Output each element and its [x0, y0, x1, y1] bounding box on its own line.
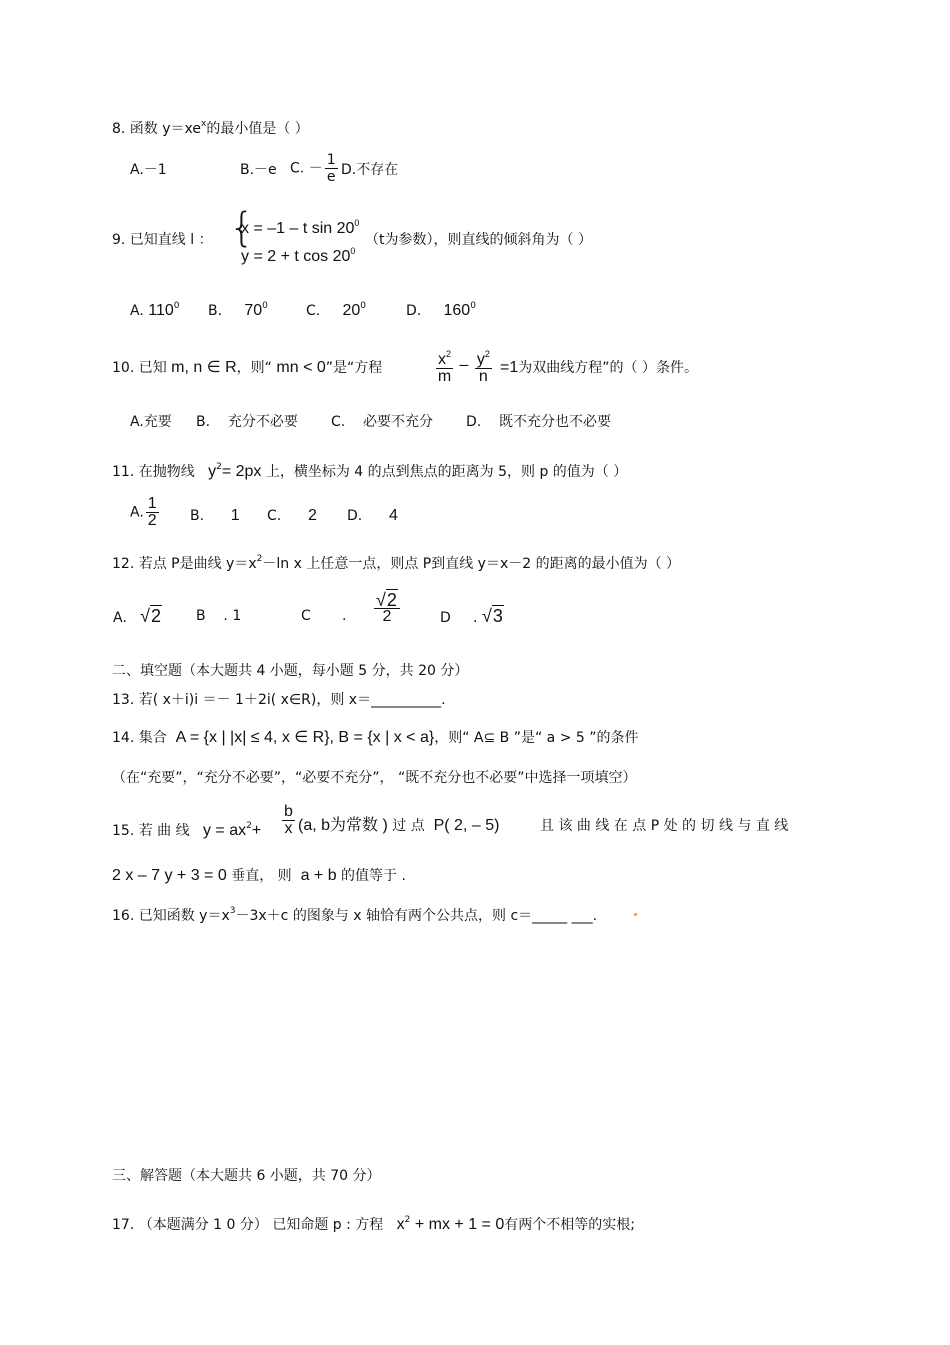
question-11-option-d: D. 4 [347, 507, 398, 524]
question-10-hyperbola: $\frac{x^2}{m}$ – $\frac{y^2}{n}$ [434, 346, 494, 385]
question-14-stem: 14. 集合 A = {x | |x| ≤ 4, x ∈ R}, B = {x | x < a}，则“ A⊆ B ”是“ a > 5 ”的条件 [112, 729, 639, 746]
question-8-option-d: D.不存在 [341, 162, 399, 178]
mark-dot-icon [634, 913, 637, 916]
question-9-option-a: A. $110^0$ [130, 301, 180, 319]
question-9-stem: 9. 已知直线 l ： [112, 232, 213, 248]
question-15-middle: (a, b为常数 ) 过 点 P( 2, – 5) [298, 817, 500, 834]
question-13: 13. 若( x＋i)i ＝－ 1＋2i( x∈R)，则 x＝__________. [112, 692, 446, 708]
question-16: 16. 已知函数 $y=x^3-3x+c$ 的图象与 x 轴恰有两个公共点，则 c＝_____ ___. [112, 906, 598, 924]
question-15-tail: 且 该 曲 线 在 点 P 处 的 切 线 与 直 线 [540, 818, 789, 834]
question-14-note: （在“充要”，“充分不必要”，“必要不充分”， “既不充分也不必要”中选择一项填空） [112, 770, 637, 786]
question-10-option-c: C. 必要不充分 [331, 414, 434, 430]
question-9-option-d: D. $160^0$ [406, 301, 476, 319]
question-8-stem: 8. 函数 $y=xe^x$的最小值是（ ） [112, 119, 309, 137]
question-9-option-b: B. $70^0$ [208, 301, 268, 319]
question-15-line2: 2 x – 7 y + 3 = 0 垂直， 则 a + b 的值等于 . [112, 867, 406, 884]
question-9-param: （t为参数），则直线的倾斜角为（ ） [365, 232, 592, 248]
question-10-option-a: A.充要 [130, 414, 172, 430]
question-11-option-b: B. 1 [190, 507, 240, 524]
question-15-fraction: $\frac{b}{x}$ [284, 803, 293, 837]
question-10-stem: 10. 已知 m, n ∈ R，则“ mn < 0”是“方程 [112, 359, 383, 376]
question-12-stem: 12. 若点 P是曲线 $y=x^2-\ln$ x 上任意一点，则点 P到直线 y＝x－2 的距离的最小值为（ ） [112, 554, 681, 572]
question-9-equation-system: { x = –1 – t $\sin 20^0$ y = 2 + t $\cos 20^0$ [229, 205, 360, 265]
question-8-option-c: C. － $\frac{1}{e}$ [290, 152, 336, 185]
question-12-option-c: C . [301, 608, 347, 624]
question-11-option-c: C. 2 [267, 507, 317, 524]
section-2-heading: 二、填空题（本大题共 4 小题，每小题 5 分，共 20 分） [112, 663, 469, 679]
section-3-heading: 三、解答题（本大题共 6 小题，共 70 分） [112, 1168, 381, 1184]
question-9-option-c: C. $20^0$ [306, 301, 367, 319]
question-17: 17. （本题满分 1 0 分） 已知命题 p : 方程 $x^2$ + mx + 1 = 0有两个不相等的实根; [112, 1215, 635, 1233]
question-11-stem: 11. 在抛物线 $y^2= 2px$ 上，横坐标为 4 的点到焦点的距离为 5，则 p 的值为（ ） [112, 462, 628, 480]
question-12-option-b: B . 1 [196, 608, 242, 624]
question-12-option-c-value: $\frac{√2}{2}$ [372, 592, 402, 625]
question-10-tail: =1为双曲线方程”的（ ）条件。 [500, 359, 698, 376]
question-12-option-d: D . √3 [440, 606, 503, 626]
question-8-option-b: B.－e [240, 162, 277, 178]
question-8-option-a: A.－1 [130, 162, 167, 178]
left-brace-icon: { [229, 205, 255, 251]
question-11-option-a: A. $\frac{1}{2}$ [130, 495, 157, 529]
question-12-option-a: A. √2 [113, 606, 162, 626]
question-15-stem: 15. 若 曲 线 $y = ax^2+$ [112, 821, 262, 839]
question-10-option-b: B. 充分不必要 [196, 414, 298, 430]
question-10-option-d: D. 既不充分也不必要 [466, 414, 612, 430]
